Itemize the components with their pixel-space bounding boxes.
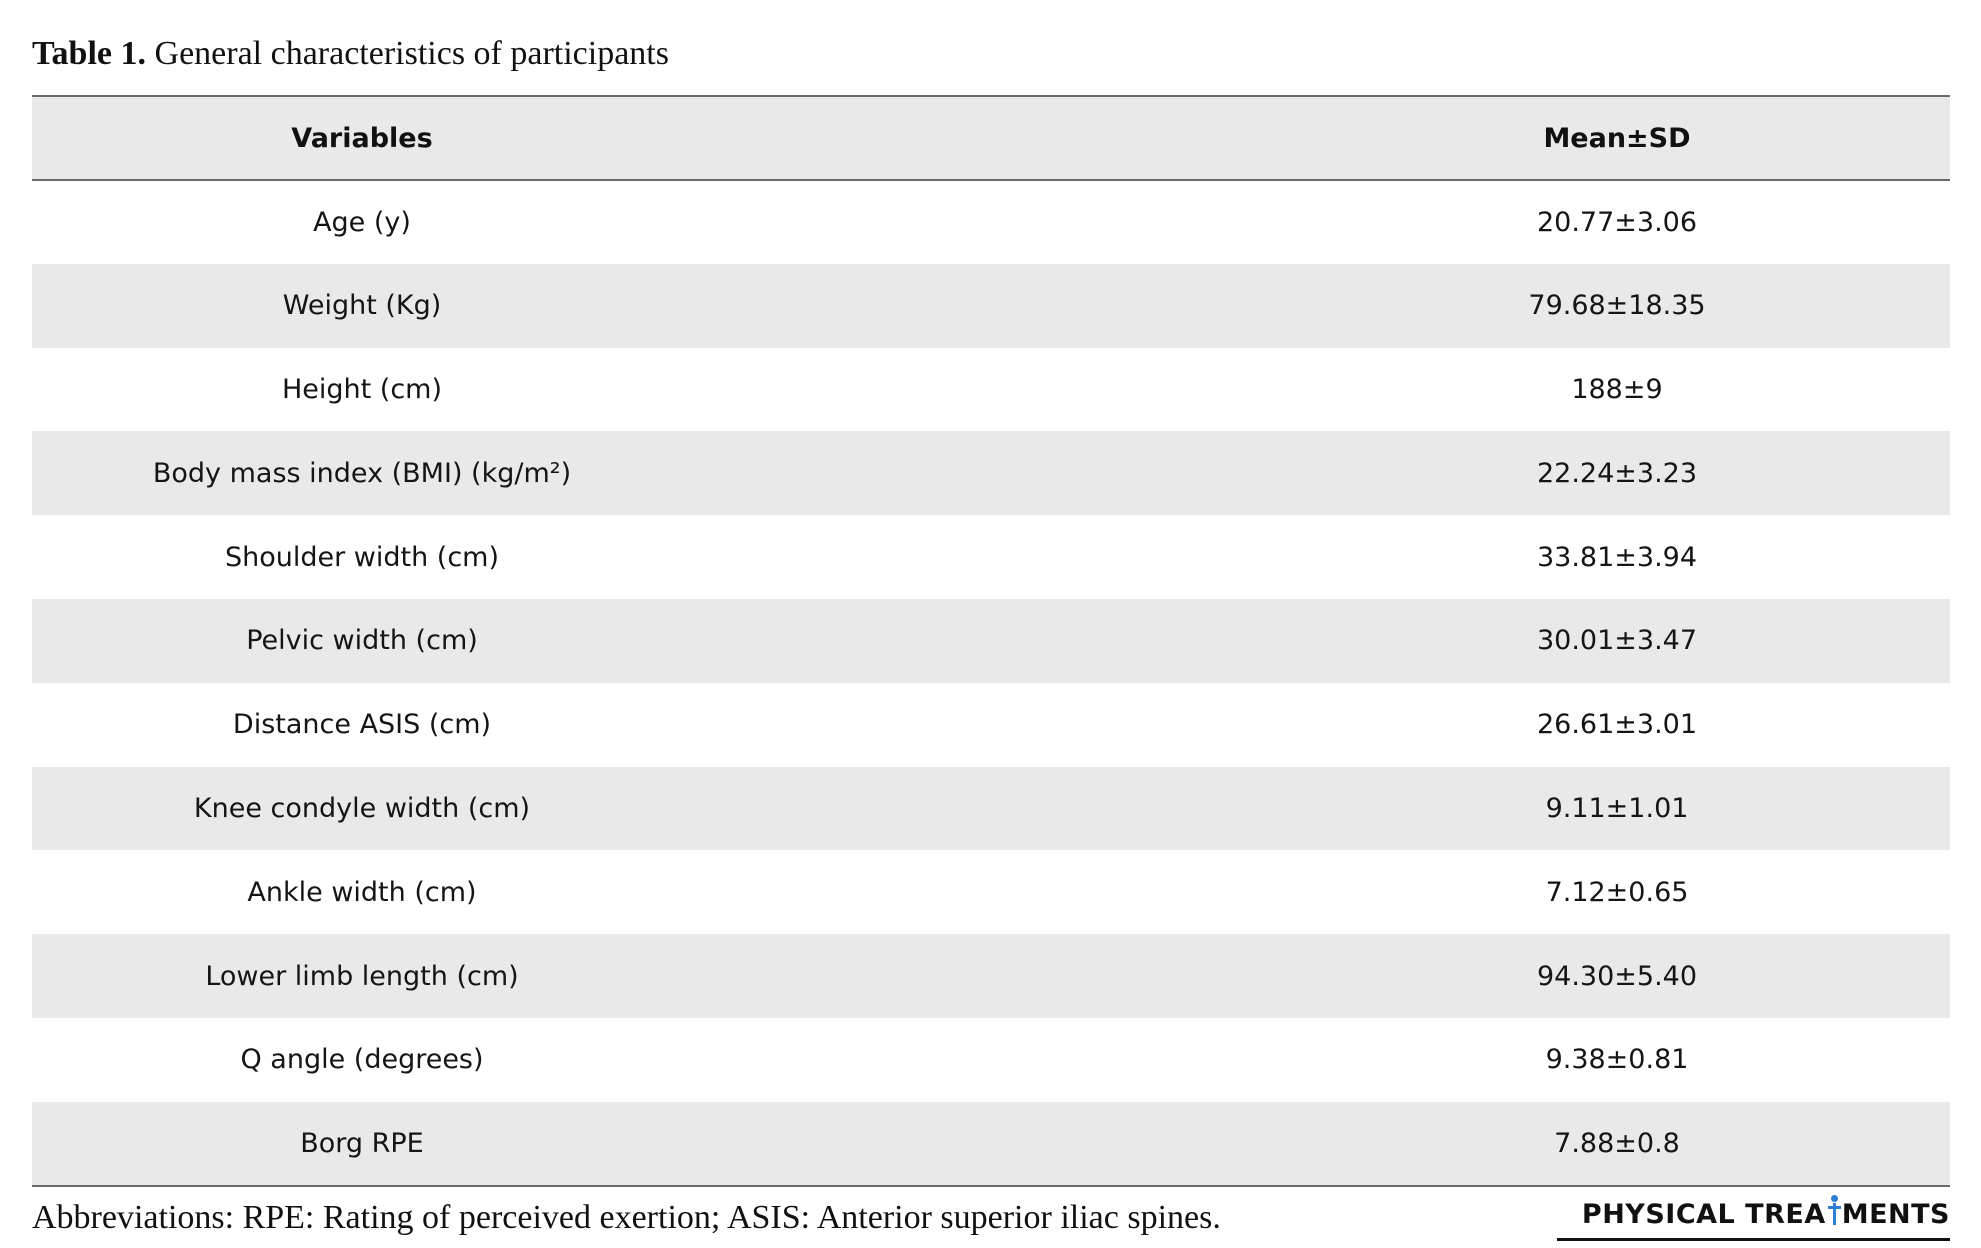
row-variable: Distance ASIS (cm): [232, 709, 492, 741]
table-footnote: Abbreviations: RPE: Rating of perceived exertion; ASIS: Anterior superior iliac spines.: [32, 1199, 1221, 1236]
table-row: [32, 1102, 1950, 1186]
header-mean-sd: Mean±SD: [1543, 122, 1691, 154]
row-value: 22.24±3.23: [1536, 457, 1698, 489]
table-row: [32, 934, 1950, 1018]
table-row: [32, 348, 1950, 432]
row-value: 7.88±0.8: [1554, 1127, 1680, 1159]
journal-logo: [1557, 1196, 1950, 1241]
characteristics-table: [32, 95, 1950, 1187]
row-variable: Height (cm): [281, 373, 443, 405]
table-row: [32, 599, 1950, 683]
table-row: [32, 1018, 1950, 1102]
table-row: [32, 431, 1950, 515]
row-value: 79.68±18.35: [1528, 290, 1706, 322]
row-value: 33.81±3.94: [1536, 541, 1698, 573]
row-variable: Age (y): [313, 206, 411, 238]
table-caption: [32, 30, 669, 78]
row-variable: Ankle width (cm): [247, 876, 477, 908]
table-caption-text: General characteristics of participants: [146, 35, 669, 72]
row-value: 188±9: [1571, 373, 1663, 405]
row-variable: Borg RPE: [300, 1127, 424, 1159]
row-value: 9.38±0.81: [1545, 1044, 1689, 1076]
row-variable: Weight (Kg): [282, 290, 442, 322]
table-row: [32, 850, 1950, 934]
row-value: 30.01±3.47: [1536, 625, 1698, 657]
row-variable: Q angle (degrees): [240, 1044, 484, 1076]
logo-text-start: PHYSICAL TREA: [1581, 1199, 1826, 1230]
row-value: 7.12±0.65: [1545, 876, 1689, 908]
row-value: 94.30±5.40: [1536, 960, 1698, 992]
row-value: 26.61±3.01: [1536, 709, 1698, 741]
row-variable: Lower limb length (cm): [205, 960, 519, 992]
row-variable: Knee condyle width (cm): [193, 792, 531, 824]
row-value: 9.11±1.01: [1545, 792, 1689, 824]
row-value: 20.77±3.06: [1536, 206, 1698, 238]
table-row: [32, 767, 1950, 851]
row-variable: Pelvic width (cm): [246, 625, 478, 657]
table-row: [32, 264, 1950, 348]
table-row: [32, 180, 1950, 264]
table-caption-label: Table 1.: [32, 35, 147, 72]
logo-text-end: MENTS: [1841, 1199, 1950, 1230]
table-row: [32, 683, 1950, 767]
person-icon: [1828, 1199, 1840, 1225]
table-header-row: [32, 96, 1950, 180]
header-variables: Variables: [291, 122, 433, 154]
table-row: [32, 515, 1950, 599]
row-variable: Shoulder width (cm): [224, 541, 500, 573]
row-variable: Body mass index (BMI) (kg/m²): [152, 457, 572, 489]
